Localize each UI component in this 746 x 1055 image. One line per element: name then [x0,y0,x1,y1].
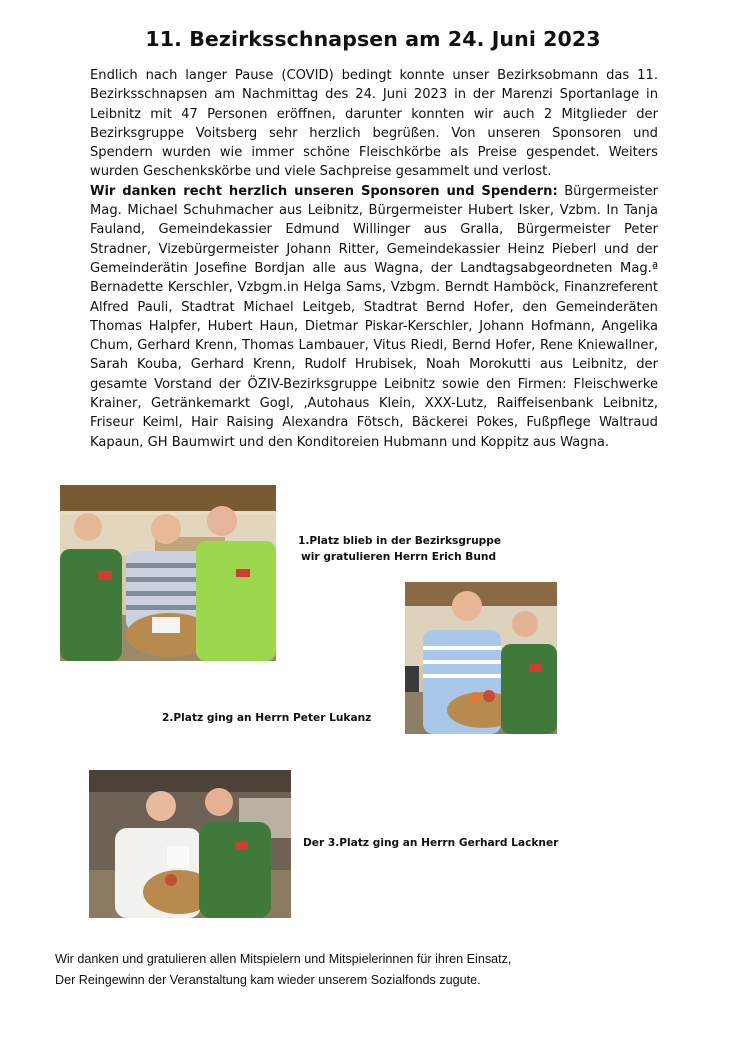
caption-second-place: 2.Platz ging an Herrn Peter Lukanz [162,712,372,724]
article-body [90,66,658,452]
photo-third-place [89,770,291,918]
closing-line-2: Der Reingewinn der Veranstaltung kam wieder unserem Sozialfonds zugute. [55,973,481,987]
thanks-text: Bürgermeister Mag. Michael Schuhmacher aus Leibnitz, Bürgermeister Hubert Isker, Vzbm. In Tanja Fauland, Gemeindekassier Edmund Willinger aus Gralla, Bürgermeister Peter Stradner, Vizebürgermeister Johann Ritter, Gemeindekassier Heinz Pieberl und der Gemeinderätin Josefine Bordjan alle aus Wagna, der Landtagsabgeordneten Mag.ª Bernadette Kerschler, Vzbgm.in Helga Sams, Vzbgm. Berndt Hamböck, Finanzreferent Alfred Pauli, Stadtrat Michael Leitgeb, Stadtrat Bernd Hofer, den Gemeinderäten Thomas Halpfer, Hubert Haun, Dietmar Piskar-Kerschler, Johann Hofmann, Angelika Chum, Gerhard Krenn, Thomas Lambauer, Vitus Riedl, Bernd Hofer, Rene Kniewallner, Sarah Kouba, Gerhard Krenn, Rudolf Hrubisek, Noah Morokutti aus Leibnitz, der gesamte Vorstand der ÖZIV-Bezirksgruppe Leibnitz sowie den Firmen: Fleischwerke Krainer, Getränkemarkt Gogl, ‚Autohaus Klein, XXX-Lutz, Raiffeisenbank Leibnitz, Friseur Keiml, Hair Raising Alexandra Fötsch, Bäckerei Pokes, Fußpflege Waltraud Kapaun, GH Baumwirt und den Konditoreien Hubmann und Koppitz aus Wagna. [90,183,658,450]
caption-first-line1: 1.Platz blieb in der Bezirksgruppe [298,535,502,547]
photo-first-place [60,485,276,661]
caption-first-line2: wir gratulieren Herrn Erich Bund [301,551,497,563]
thanks-paragraph [90,182,658,452]
closing-line-1: Wir danken und gratulieren allen Mitspielern und Mitspielerinnen für ihren Einsatz, [55,952,512,966]
caption-first-place [298,533,501,565]
intro-paragraph: Endlich nach langer Pause (COVID) bedingt konnte unser Bezirksobmann das 11. Bezirksschnapsen am Nachmittag des 24. Juni 2023 in der Marenzi Sportanlage in Leibnitz mit 47 Personen eröffnen, darunter konnten wir auch 2 Mitglieder der Bezirksgruppe Voitsberg sehr herzlich begrüßen. Von unseren Sponsoren und Spendern wurden wie immer schöne Fleischkörbe als Preise gespendet. Weiters wurden Geschenkskörbe und viele Sachpreise gesammelt und verlost. [90,68,658,180]
thanks-heading: Wir danken recht herzlich unseren Sponsoren und Spendern: [90,183,558,199]
photo-second-place [405,582,557,734]
page-title: 11. Bezirksschnapsen am 24. Juni 2023 [145,27,601,51]
caption-third-place: Der 3.Platz ging an Herrn Gerhard Lackner [303,837,559,849]
closing-text [55,949,715,991]
